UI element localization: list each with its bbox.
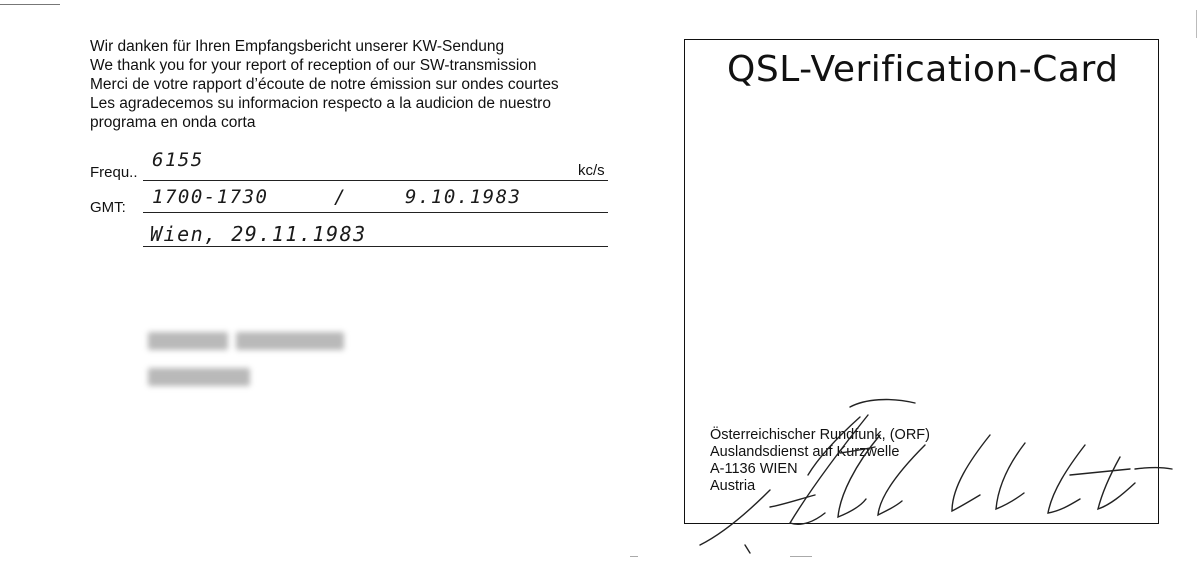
thanks-line-spanish-1: Les agradecemos su informacion respecto a la audicion de nuestro bbox=[90, 95, 551, 112]
thanks-line-french: Merci de votre rapport d’écoute de notre émission sur ondes courtes bbox=[90, 76, 559, 93]
sender-line-broadcaster: Österreichischer Rundfunk, (ORF) bbox=[710, 427, 930, 443]
sender-line-postcode: A-1136 WIEN bbox=[710, 461, 798, 477]
qsl-card-title: QSL-Verification-Card bbox=[727, 49, 1119, 90]
redacted-city bbox=[148, 368, 250, 386]
bottom-mark-2 bbox=[790, 556, 812, 557]
thanks-line-german: Wir danken für Ihren Empfangsbericht unserer KW-Sendung bbox=[90, 38, 505, 55]
signature-stroke-8 bbox=[1070, 469, 1130, 475]
redacted-address bbox=[140, 318, 355, 408]
signature-stroke-tail bbox=[700, 490, 770, 545]
thank-you-message bbox=[90, 37, 559, 132]
signature-stroke-underline bbox=[770, 495, 815, 507]
signature-stroke-9 bbox=[1098, 457, 1135, 509]
right-edge-rule bbox=[1196, 10, 1197, 38]
signature-stroke-top bbox=[850, 400, 915, 407]
signature-stroke-1 bbox=[808, 417, 860, 475]
gmt-separator: / bbox=[334, 186, 347, 208]
thanks-line-spanish-2: programa en onda corta bbox=[90, 114, 256, 131]
place-date-underline bbox=[143, 246, 608, 247]
signature-stroke-7 bbox=[1048, 445, 1085, 513]
redacted-name-part-2 bbox=[236, 332, 344, 350]
gmt-date-value: 9.10.1983 bbox=[405, 186, 522, 208]
signature-stroke-dot bbox=[745, 545, 750, 553]
gmt-time-value: 1700-1730 bbox=[152, 186, 269, 208]
handwritten-signature bbox=[690, 395, 1180, 560]
sender-line-service: Auslandsdienst auf Kurzwelle bbox=[710, 444, 900, 460]
frequency-label: Frequ.. bbox=[90, 164, 138, 181]
redacted-name-part-1 bbox=[148, 332, 228, 350]
sender-line-country: Austria bbox=[710, 478, 756, 494]
top-edge-rule bbox=[0, 4, 60, 5]
thanks-line-english: We thank you for your report of reception of our SW-transmission bbox=[90, 57, 537, 74]
gmt-label: GMT: bbox=[90, 199, 126, 216]
place-date-value: Wien, 29.11.1983 bbox=[150, 222, 367, 246]
signature-stroke-6 bbox=[996, 443, 1025, 509]
gmt-underline bbox=[143, 212, 608, 213]
signature-stroke-10 bbox=[1135, 468, 1172, 470]
signature-stroke-4 bbox=[878, 445, 925, 515]
signature-stroke-strike bbox=[840, 447, 875, 453]
frequency-value: 6155 bbox=[152, 149, 204, 171]
signature-stroke-5 bbox=[952, 435, 990, 511]
bottom-mark-1 bbox=[630, 556, 638, 557]
frequency-underline bbox=[143, 180, 608, 181]
frequency-unit: kc/s bbox=[578, 162, 605, 179]
